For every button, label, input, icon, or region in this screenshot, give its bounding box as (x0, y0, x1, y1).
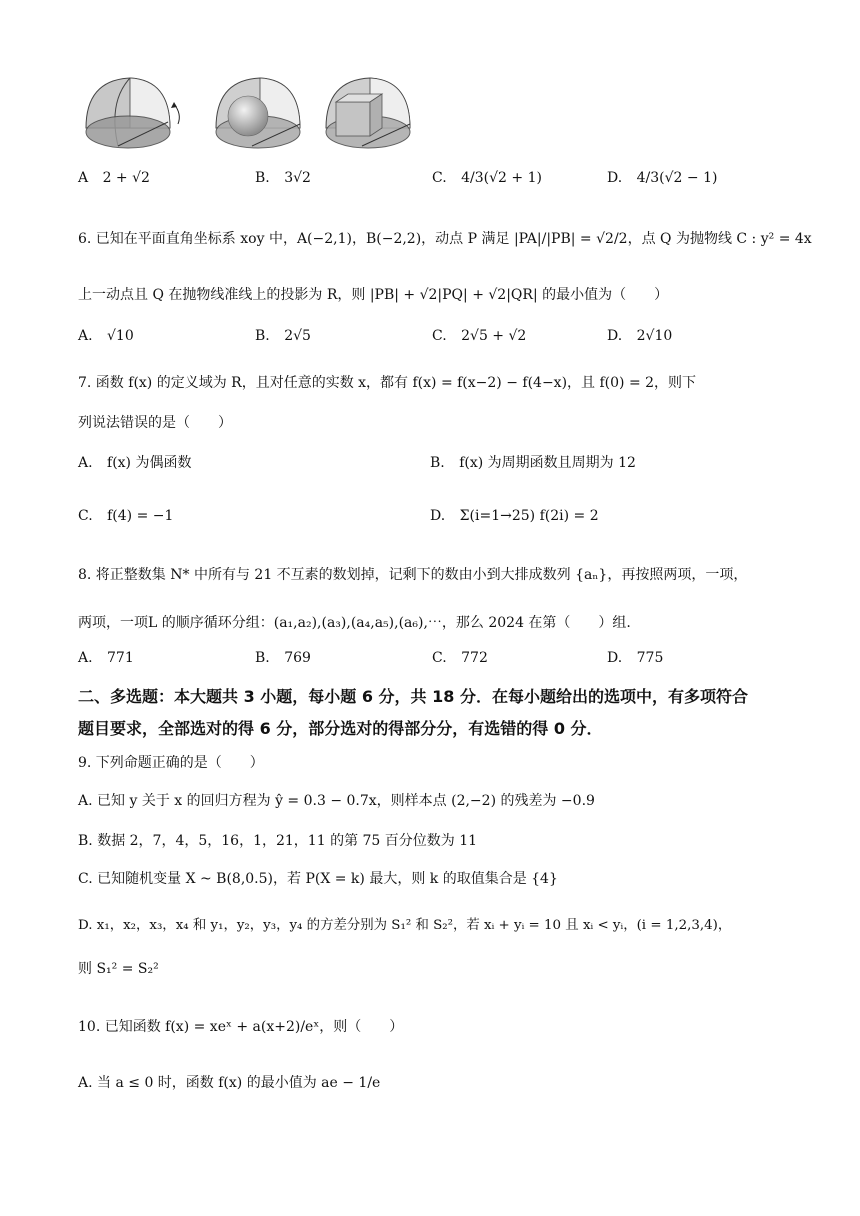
q6-option-c (432, 328, 526, 344)
q6-option-d (607, 328, 672, 344)
q10-option-a: A. 当 a ≤ 0 时，函数 f(x) 的最小值为 ae − 1/e (78, 1075, 381, 1091)
q7-option-b (430, 452, 636, 472)
q5-option-a (78, 170, 150, 186)
option-text: 3√2 (284, 170, 311, 186)
option-text: 769 (284, 650, 311, 666)
q9-option-a: A. 已知 y 关于 x 的回归方程为 ŷ = 0.3 − 0.7x，则样本点 (2,−2) 的残差为 −0.9 (78, 793, 595, 809)
solid-figures (78, 72, 418, 160)
option-text: f(x) 为偶函数 (107, 455, 192, 471)
half-dome-figure-3 (326, 78, 410, 148)
option-letter: D. (607, 328, 623, 344)
option-letter: B. (255, 328, 270, 344)
half-dome-figure-1 (86, 78, 179, 148)
q6-option-a (78, 328, 134, 344)
q9-option-d-line1: D. x₁，x₂，x₃，x₄ 和 y₁，y₂，y₃，y₄ 的方差分别为 S₁² 和 S₂²，若 xᵢ + yᵢ = 10 且 xᵢ < yᵢ，(i = 1,2,3,4)， (78, 918, 732, 933)
option-letter: D. (607, 650, 623, 666)
option-text: 2√5 + √2 (461, 328, 527, 344)
option-letter: B. (430, 455, 445, 471)
option-letter: C. (432, 328, 447, 344)
option-letter: D. (607, 170, 623, 186)
q7-stem-line2: 列说法错误的是（ ） (78, 415, 232, 431)
q8-option-c (432, 650, 488, 666)
q9-option-b: B. 数据 2，7，4，5，16，1，21，11 的第 75 百分位数为 11 (78, 833, 478, 849)
option-text: 771 (107, 650, 134, 666)
option-letter: C. (432, 650, 447, 666)
option-text: f(4) = −1 (107, 508, 174, 524)
option-text: 2√10 (636, 328, 673, 344)
option-letter: A. (78, 455, 93, 471)
q6-stem-line1: 6. 已知在平面直角坐标系 xoy 中，A(−2,1)，B(−2,2)，动点 P 满足 |PA|/|PB| = √2/2，点 Q 为抛物线 C : y² = 4x (78, 231, 812, 247)
q9-option-c: C. 已知随机变量 X ~ B(8,0.5)，若 P(X = k) 最大，则 k 的取值集合是 {4} (78, 871, 558, 887)
option-letter: A (78, 170, 89, 186)
q9-option-d-line2: 则 S₁² = S₂² (78, 961, 159, 977)
q5-option-b (255, 170, 311, 186)
q7-stem-line1: 7. 函数 f(x) 的定义域为 R，且对任意的实数 x，都有 f(x) = f(x−2) − f(4−x)，且 f(0) = 2，则下 (78, 375, 697, 391)
option-letter: C. (78, 508, 93, 524)
q5-option-d (607, 170, 717, 186)
q6-stem-line2: 上一动点且 Q 在抛物线准线上的投影为 R，则 |PB| + √2|PQ| + √2|QR| 的最小值为（ ） (78, 287, 669, 303)
q6-option-b (255, 328, 311, 344)
option-letter: D. (430, 508, 446, 524)
option-letter: A. (78, 650, 93, 666)
q10-stem: 10. 已知函数 f(x) = xeˣ + a(x+2)/eˣ，则（ ） (78, 1019, 404, 1035)
option-text: 772 (461, 650, 488, 666)
option-text: Σ(i=1→25) f(2i) = 2 (459, 508, 599, 524)
option-text: 4/3(√2 − 1) (636, 170, 718, 186)
option-letter: B. (255, 170, 270, 186)
option-letter: B. (255, 650, 270, 666)
q8-option-d (607, 650, 663, 666)
section2-heading-line2: 题目要求，全部选对的得 6 分，部分选对的得部分分，有选错的得 0 分． (78, 719, 603, 738)
option-text: f(x) 为周期函数且周期为 12 (459, 455, 636, 471)
option-letter: C. (432, 170, 447, 186)
option-text: 4/3(√2 + 1) (461, 170, 542, 186)
option-text: 2 + √2 (102, 170, 150, 186)
section2-heading-line1: 二、多选题：本大题共 3 小题，每小题 6 分，共 18 分．在每小题给出的选项中，有多项符合 (78, 687, 748, 706)
q9-stem: 9. 下列命题正确的是（ ） (78, 755, 264, 771)
q8-option-a (78, 650, 134, 666)
half-dome-figure-2 (216, 78, 300, 148)
q7-option-c (78, 508, 173, 524)
q7-option-d (430, 508, 599, 524)
option-text: 775 (636, 650, 664, 666)
q7-option-a (78, 452, 191, 472)
option-text: √10 (107, 328, 134, 344)
q8-option-b (255, 650, 311, 666)
q8-stem-line1: 8. 将正整数集 N* 中所有与 21 不互素的数划掉，记剩下的数由小到大排成数列 {aₙ}，再按照两项，一项， (78, 567, 748, 583)
option-letter: A. (78, 328, 93, 344)
q8-stem-line2: 两项，一项L 的顺序循环分组：(a₁,a₂),(a₃),(a₄,a₅),(a₆),⋯，那么 2024 在第（ ）组. (78, 615, 631, 631)
option-text: 2√5 (284, 328, 311, 344)
q5-option-c (432, 170, 542, 186)
